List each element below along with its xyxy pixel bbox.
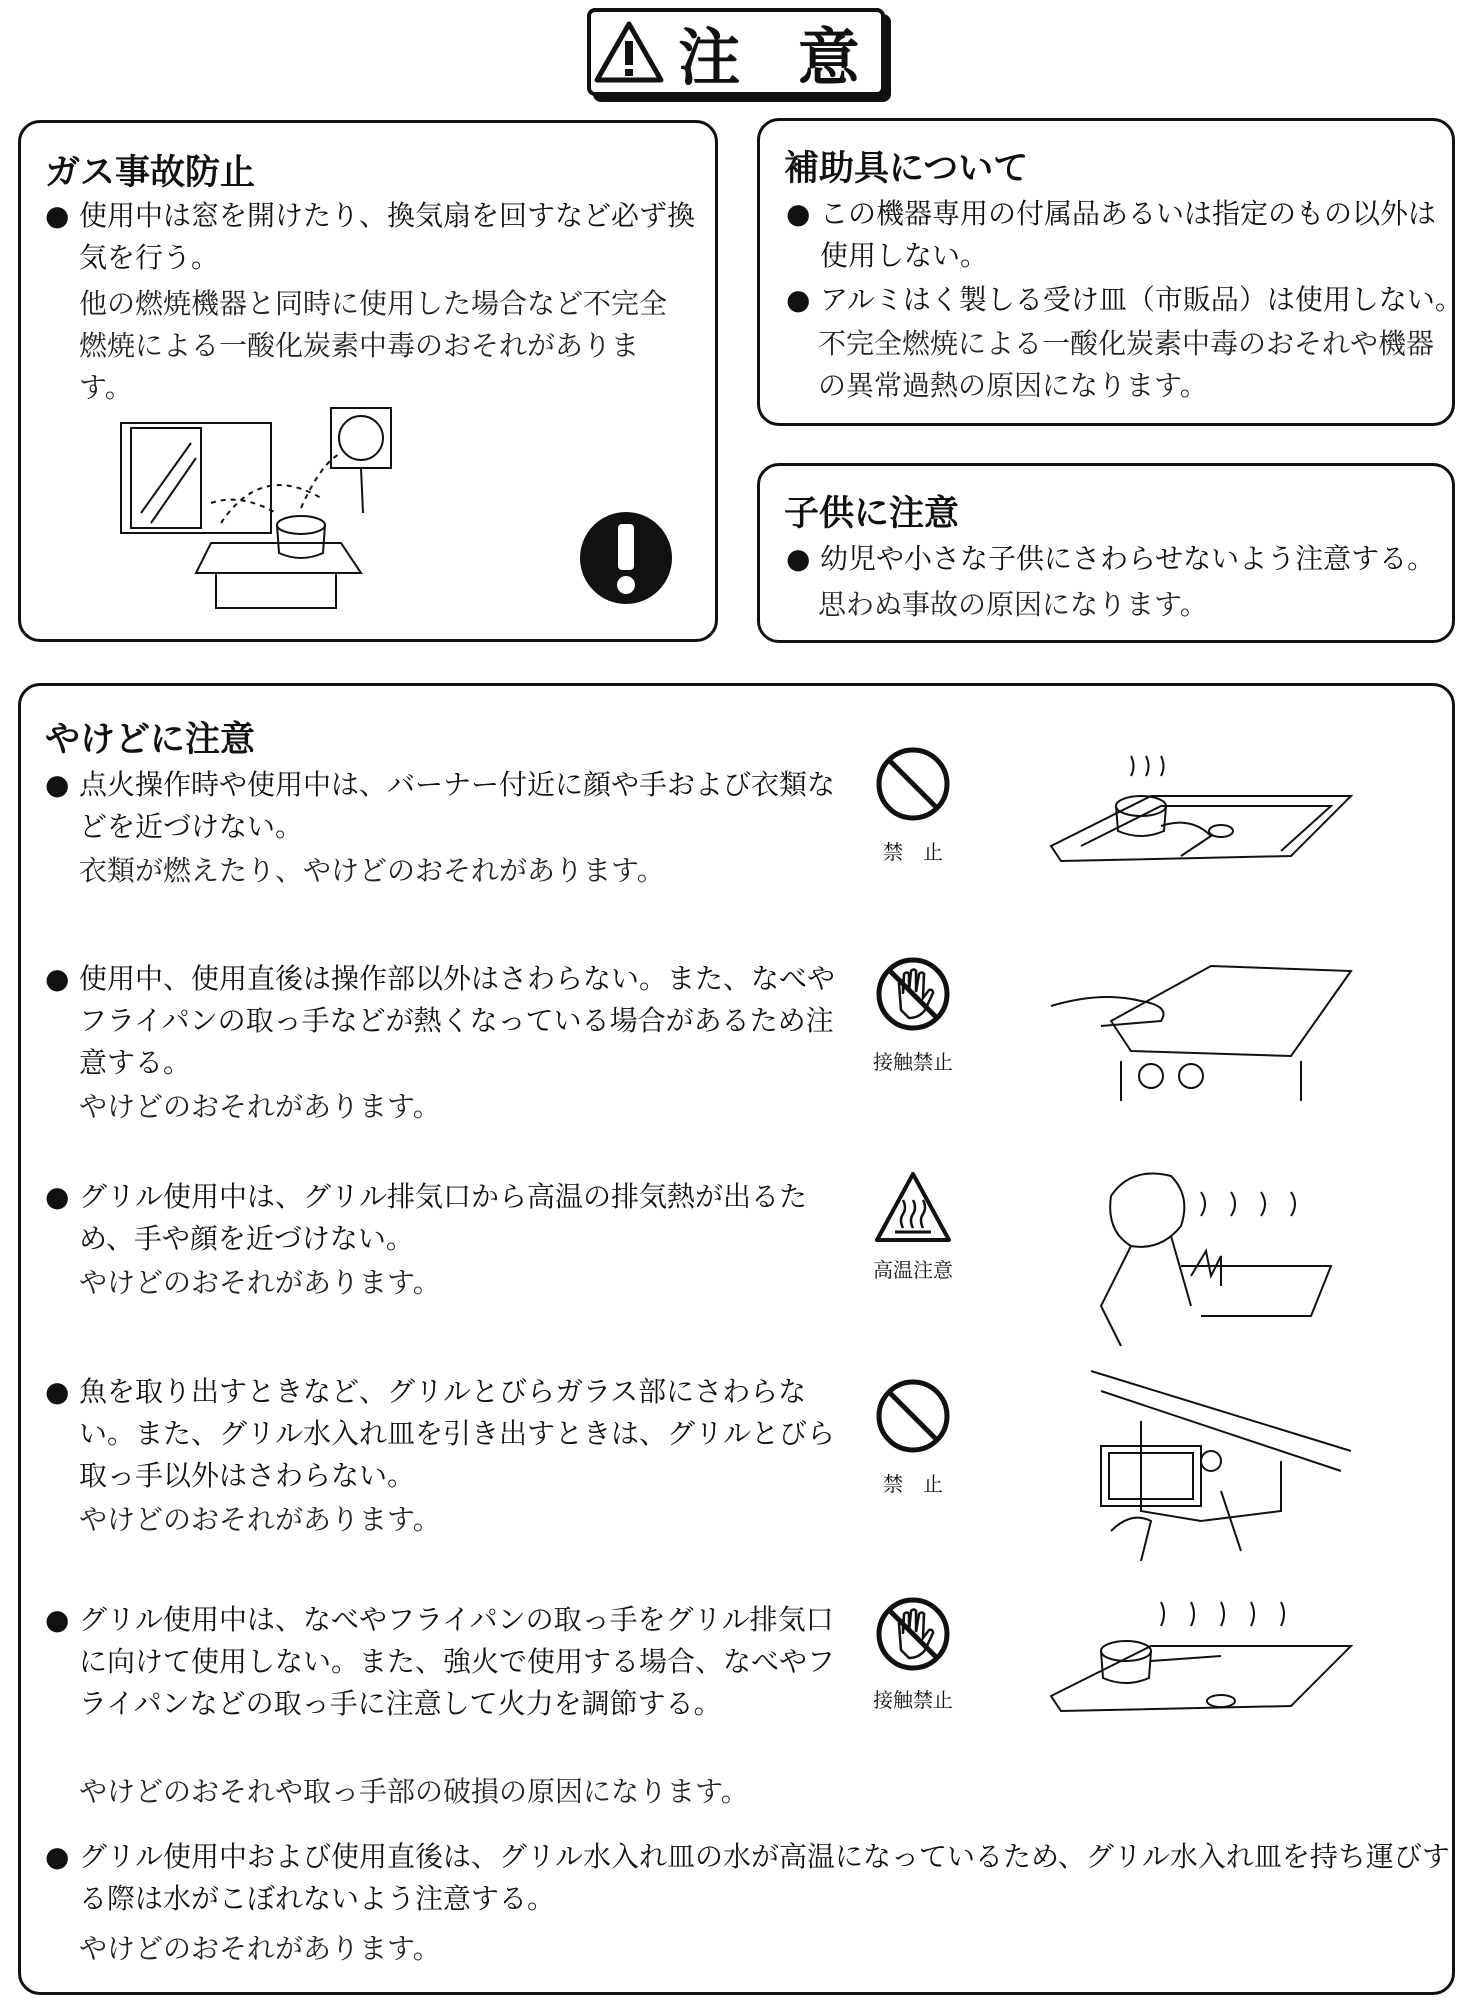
burn-bullet-6: ● グリル使用中および使用直後は、グリル水入れ皿の水が高温になっているため、グリル水入れ皿を持ち運びする際は水がこぼれないよう注意する。 [45,1836,1459,1920]
warning-triangle-icon [594,21,664,83]
burn-bullet-3: ● グリル使用中は、グリル排気口から高温の排気熱が出るため、手や顔を近づけない。 [45,1176,849,1260]
touch-grate-illustration [1041,951,1361,1121]
child-section [757,463,1455,643]
gas-bullet: ● 使用中は窓を開けたり、換気扇を回すなど必ず換気を行う。 [45,195,719,279]
bullet-dot-icon: ● [45,1603,70,1636]
grill-exhaust-illustration [1081,1156,1361,1356]
bullet-dot-icon: ● [786,197,811,230]
bullet-dot-icon: ● [45,199,70,232]
ventilation-illustration [101,403,461,613]
bullet-dot-icon: ● [45,1840,70,1873]
bullet-dot-icon: ● [45,1375,70,1408]
burn-note-1: 衣類が燃えたり、やけどのおそれがあります。 [79,854,665,887]
symbol-label: 接触禁止 [873,1688,953,1712]
prohibition-icon [873,1376,953,1456]
no-touch-icon [873,954,953,1034]
gas-heading: ガス事故防止 [45,153,256,193]
no-touch-icon [873,1594,953,1674]
burn-note-4: やけどのおそれがあります。 [79,1503,441,1536]
burn-note-3: やけどのおそれがあります。 [79,1266,441,1299]
bullet-dot-icon: ● [45,768,70,801]
burn-bullet-5: ● グリル使用中は、なべやフライパンの取っ手をグリル排気口に向けて使用しない。また、強火で使用する場合、なべやフライパンなどの取っ手に注意して火力を調節する。 [45,1599,849,1725]
high-temperature-icon [873,1170,953,1244]
auxiliary-section [757,118,1463,426]
page-title-text: 注 意 [678,20,878,94]
burn-bullet-2: ● 使用中、使用直後は操作部以外はさわらない。また、なべやフライパンの取っ手などが熱くなっている場合があるため注意する。 [45,958,849,1084]
burn-note-6: やけどのおそれがあります。 [79,1932,441,1965]
aux-heading: 補助具について [784,149,1029,189]
page-title [587,8,885,96]
child-heading: 子供に注意 [784,494,960,534]
symbol-label: 高温注意 [873,1258,953,1282]
aux-bullet-2: ● アルミはく製しる受け皿（市販品）は使用しない。 [786,279,1470,321]
bullet-dot-icon: ● [45,962,70,995]
bullet-dot-icon: ● [786,542,811,575]
symbol-label: 接触禁止 [873,1050,953,1074]
aux-bullet-1: ● この機器専用の付属品あるいは指定のもの以外は使用しない。 [786,193,1460,277]
gas-accident-section [18,120,718,642]
aux-note: 不完全燃焼による一酸化炭素中毒のおそれや機器の異常過熱の原因になります。 [818,327,1435,402]
child-note: 思わぬ事故の原因になります。 [818,588,1208,621]
bullet-dot-icon: ● [45,1180,70,1213]
grill-drawer-illustration [1081,1361,1361,1571]
bullet-dot-icon: ● [786,283,811,316]
exclamation-icon [576,508,676,608]
burn-note-5: やけどのおそれや取っ手部の破損の原因になります。 [79,1775,749,1808]
burn-note-2: やけどのおそれがあります。 [79,1090,441,1123]
gas-note: 他の燃焼機器と同時に使用した場合など不完全燃焼による一酸化炭素中毒のおそれがあります。 [79,287,668,404]
burn-bullet-1: ● 点火操作時や使用中は、バーナー付近に顔や手および衣類などを近づけない。 [45,764,849,848]
symbol-label: 禁 止 [883,840,943,864]
burn-bullet-4: ● 魚を取り出すときなど、グリルとびらガラス部にさわらない。また、グリル水入れ皿を引き出すときは、グリルとびら取っ手以外はさわらない。 [45,1371,849,1497]
prohibition-icon [873,744,953,824]
burn-section [18,683,1455,1995]
symbol-label: 禁 止 [883,1472,943,1496]
pan-handle-illustration [1041,1586,1361,1736]
burn-heading: やけどに注意 [45,720,256,760]
burner-face-illustration [1041,736,1361,886]
child-bullet: ● 幼児や小さな子供にさわらせないよう注意する。 [786,538,1470,580]
